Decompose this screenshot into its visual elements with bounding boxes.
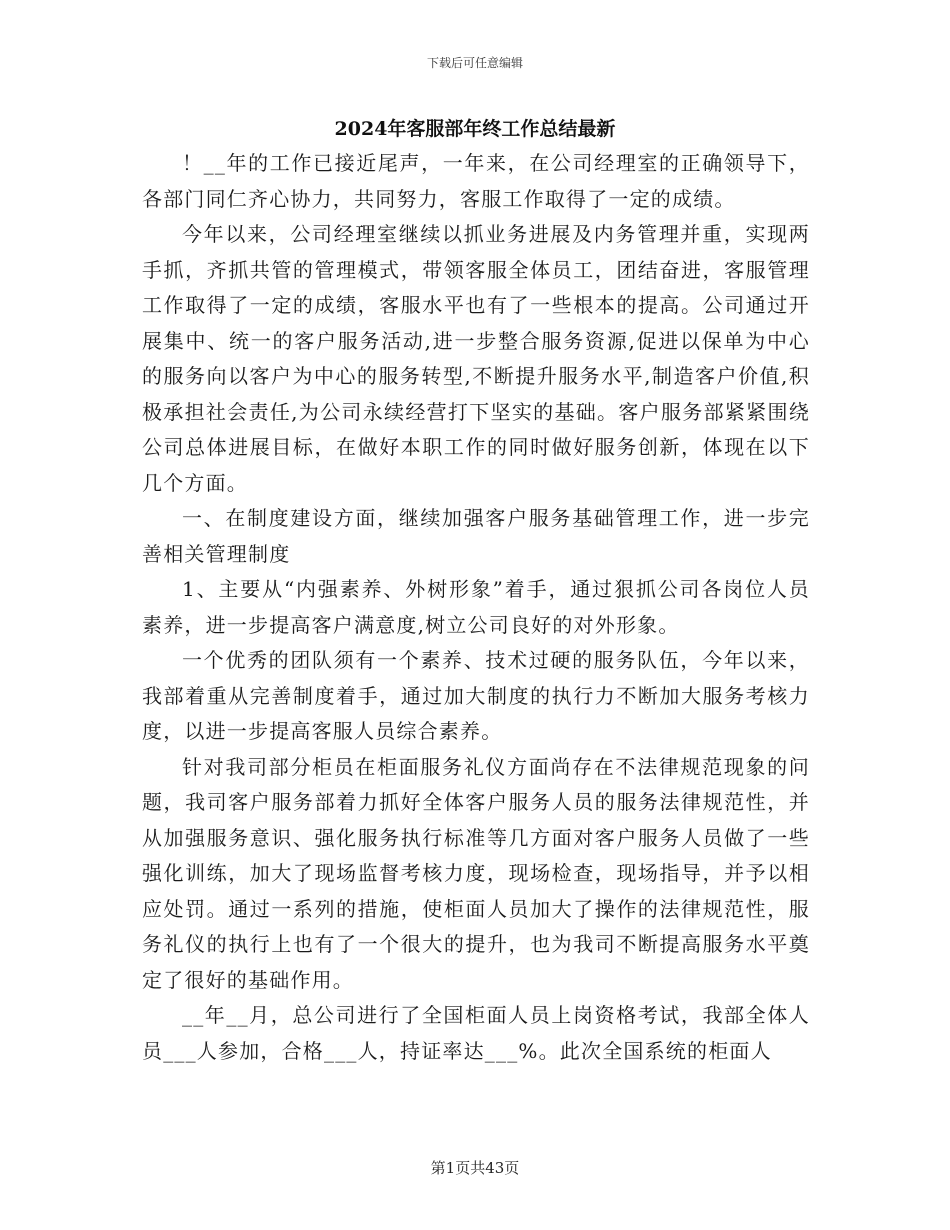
paragraph-subsection-1: 1、主要从“内强素养、外树形象”着手，通过狠抓公司各岗位人员素养，进一步提高客户满意度,树立公司良好的对外形象。 [142,577,810,637]
paragraph-section-heading: 一、在制度建设方面，继续加强客户服务基础管理工作，进一步完善相关管理制度 [142,506,810,566]
paragraph-etiquette: 针对我司部分柜员在柜面服务礼仪方面尚存在不法律规范现象的问题，我司客户服务部着力抓好全体客户服务人员的服务法律规范性，并从加强服务意识、强化服务执行标准等几方面对客户服务人员做了一些强化训练，加大了现场监督考核力度，现场检查，现场指导，并予以相应处罚。通过一系列的措施，使柜面人员加大了操作的法律规范性，服务礼仪的执行上也有了一个很大的提升，也为我司不断提高服务水平奠定了很好的基础作用。 [142,754,810,992]
paragraph-overview: 今年以来，公司经理室继续以抓业务进展及内务管理并重，实现两手抓，齐抓共管的管理模式，带领客服全体员工，团结奋进，客服管理工作取得了一定的成绩，客服水平也有了一些根本的提高。公司通过开展集中、统一的客户服务活动,进一步整合服务资源,促进以保单为中心的服务向以客户为中心的服务转型,不断提升服务水平,制造客户价值,积极承担社会责任,为公司永续经营打下坚实的基础。客户服务部紧紧围绕公司总体进展目标，在做好本职工作的同时做好服务创新，体现在以下几个方面。 [142,222,810,495]
document-body [142,146,810,1069]
header-note: 下载后可任意编辑 [426,56,523,70]
page-number: 第1页共43页 [430,1159,520,1177]
paragraph-intro: ！__年的工作已接近尾声，一年来，在公司经理室的正确领导下，各部门同仁齐心协力，共同努力，客服工作取得了一定的成绩。 [142,151,810,211]
paragraph-exam: __年__月，总公司进行了全国柜面人员上岗资格考试，我部全体人员___人参加，合格___人，持证率达___%。此次全国系统的柜面人 [142,1003,810,1063]
document-title: 2024年客服部年终工作总结最新 [334,118,616,140]
paragraph-team: 一个优秀的团队须有一个素养、技术过硬的服务队伍，今年以来，我部着重从完善制度着手，通过加大制度的执行力不断加大服务考核力度，以进一步提高客服人员综合素养。 [142,648,810,743]
